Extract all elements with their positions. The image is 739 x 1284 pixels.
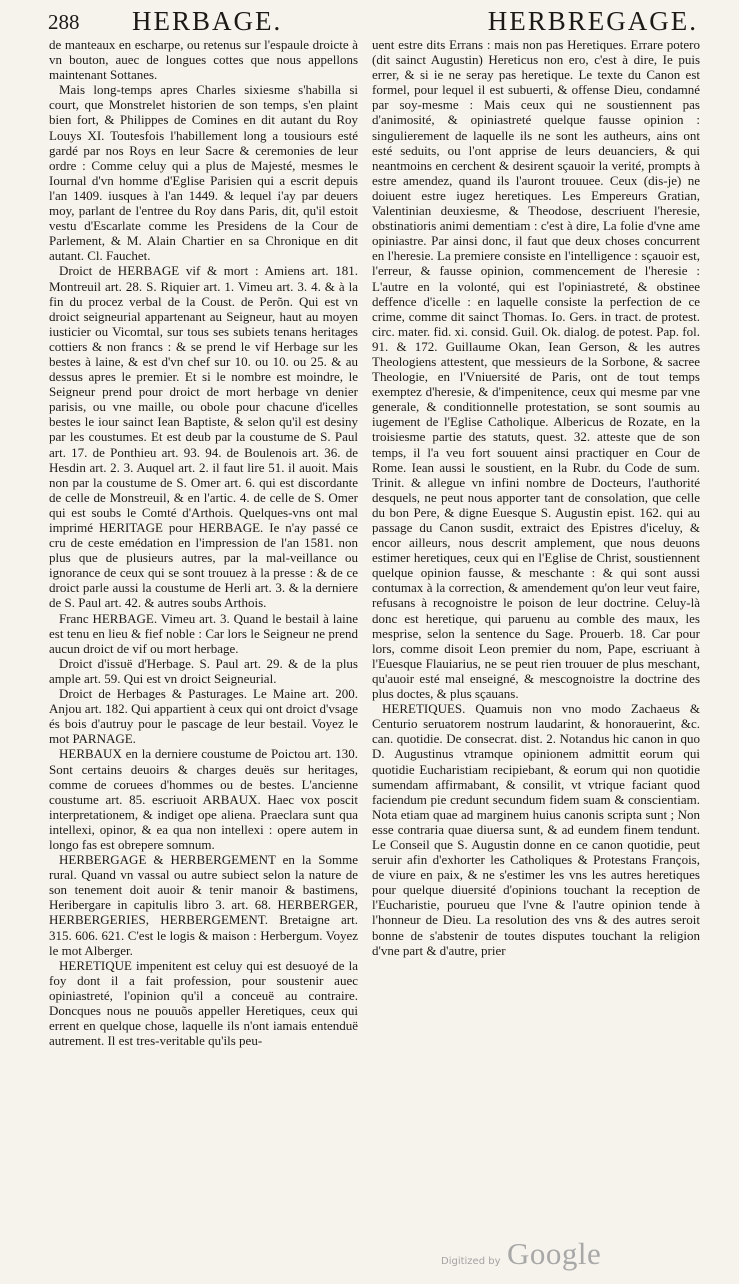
digitized-by-google-watermark [441, 1234, 602, 1274]
paragraph: HERETIQUES. Quamuis non vno modo Zachaeus & Centurio seruatorem nostrum laudarint, & honorauerint, &c. can. quotidie. De consecrat. dist. 2. Notandus hic canon in quo D. Augustinus vtramque opinionem admittit eorum qui quotidie Eucharistiam recipiebant, & eorum qui non quotidie sumendam affirmabant, & consilit, vt vtrique faciant quod faciendum pie credunt secundum fidem suam & conscientiam. Nota etiam quae ad marginem huius canonis scripta sunt ; Non esse contraria quae diuersa sunt, & ad eundem finem tendunt. Le Conseil que S. Augustin donne en ce canon quotidie, peut seruir afin d'exhorter les Catholiques & Protestans François, de viure en paix, & ne s'estimer les vns les autres heretiques pour quelque diuersité d'opinions touchant la reception de l'Eucharistie, pourueu que l'vne & l'autre opinion tende à l'honneur de Dieu. La resolution des vns & des autres seroit bonne de s'abstenir de toutes disputes touchant la religion d'vne part & d'autre, prier [372, 701, 700, 958]
paragraph: HERBERGAGE & HERBERGEMENT en la Somme rural. Quand vn vassal ou autre subiect selon la nature de son tenement doit auoir & tenir manoir & bastimens, Heribergare in capitulis libro 3. art. 68. HERBERGER, HERBERGERIES, HERBERGEMENT. Bretaigne art. 315. 606. 621. C'est le logis & maison : Herbergum. Voyez le mot Alberger. [49, 852, 358, 958]
paragraph: Droict de Herbages & Pasturages. Le Maine art. 200. Anjou art. 182. Qui appartient à ceux qui ont droict d'vsage és bois d'autruy pour le pascage de leur bestail. Voyez le mot PARNAGE. [49, 686, 358, 747]
left-column [49, 37, 358, 1048]
right-column [372, 37, 700, 958]
paragraph: Mais long-temps apres Charles sixiesme s'habilla si court, que Monstrelet historien de son temps, s'en plaint bien fort, & Philippes de Comines en dit autant du Roy Louys XI. Toutesfois l'habillement long a tousiours esté gardé par nos Roys en leur Sacre & ceremonies de leur ordre : Comme celuy qui a plus de Majesté, mesmes le Iournal d'vn homme d'Eglise Parisien qui a escrit depuis l'an 1409. iusques à l'an 1449. & lequel i'ay par deuers moy, parlant de l'entree du Roy dans Paris, dit, qu'il estoit vestu d'Escarlate comme les Presidens de la Cour de Parlement, & M. Alain Chartier en sa Chronique en dit autant. Cl. Fauchet. [49, 82, 358, 264]
digitized-by-label: Digitized by [441, 1256, 501, 1267]
paragraph: Franc HERBAGE. Vimeu art. 3. Quand le bestail à laine est tenu en lieu & fief noble : Car lors le Seigneur ne prend aucun droict de vif ou mort herbage. [49, 610, 358, 656]
page-number: 288 [48, 10, 80, 34]
paragraph: Droict de HERBAGE vif & mort : Amiens art. 181. Montreuil art. 28. S. Riquier art. 1. Vimeu art. 3. 4. & à la fin du procez verbal de la Coust. de Perõn. Qui est vn droict seigneurial appartenant au Seigneur, haut au moyen iusticier ou Vicomtal, sur tous ses subiets tenans heritages cottiers & non francs : & se prend le vif Herbage sur les bestes à laine, & est d'vn chef sur 10. ou 10. ou 25. & au dessus apres le premier. Et si le nombre est moindre, le Seigneur prend pour droict de mort herbage vn denier parisis, ou vne maille, ou obole pour chacune d'icelles bestes le iour sainct Iean Baptiste, & selon qu'il est desiny par les coustumes. Et est deub par la coustume de S. Paul art. 17. de Ponthieu art. 93. 94. de Boulenois art. 36. de Hesdin art. 2. 3. Auquel art. 2. il faut lire 51. il auoit. Mais non par la coustume de S. Omer art. 6. qui est discordante de celle de Monstreuil, & en l'artic. 4. de celle de S. Omer qui est soubs le Comté d'Arthois. Quelques-vns ont mal imprimé HERITAGE pour HERBAGE. Ie n'ay passé ce cru de ceste emédation en l'impression de l'an 1581. non plus que de plusieurs autres, par la mal-veillance ou ignorance de ceux qui se sont trouuez à la presse : & de ce droict parle aussi la coustume de Herli art. 3. & la derniere de S. Paul art. 42. & autres soubs Arthois. [49, 263, 358, 611]
running-head-right: HERBREGAGE. [487, 6, 698, 36]
paragraph: HERBAUX en la derniere coustume de Poictou art. 130. Sont certains deuoirs & charges deuës sur heritages, comme de coruees d'hommes ou de bestes. L'ancienne coustume art. 85. escriuoit ARBAUX. Haec vox poscit interpretationem, & indiget ope aliena. Praeclara sunt qua intellexi, opinor, & ea qua non intellexi : opere autem in longo fas est obrepere somnum. [49, 746, 358, 852]
paragraph: HERETIQUE impenitent est celuy qui est desuoyé de la foy dont il a fait profession, pour soustenir auec opiniastreté, l'opinion qu'il a conceuë au contraire. Doncques nous ne pouuõs appeller Heretiques, ceux qui errent en quelque chose, laquelle ils n'ont iamais entenduë autrement. Il est tres-veritable qu'ils peu- [49, 957, 358, 1049]
running-head-left: HERBAGE. [132, 6, 283, 36]
page-header [48, 6, 704, 40]
paragraph: Droict d'issuë d'Herbage. S. Paul art. 29. & de la plus ample art. 59. Qui est vn droict Seigneurial. [49, 655, 358, 686]
paragraph: uent estre dits Errans : mais non pas Heretiques. Errare potero (dit sainct Augustin) Hereticus non ero, c'est à dire, Ie puis errer, & si ie ne seray pas heretique. Le texte du Canon est formel, pour lequel il est subuerti, & offense Dieu, condamné par soy-mesme : Mais ceux qui ne soustiennent pas d'animosité, & opiniastreté quelque fausse opinion : singulierement de laquelle ils ne sont les autheurs, ains ont esté seduits, ou l'ont apprise de leurs deuanciers, & qui neantmoins en cerchent & desirent sçauoir la verité, prompts à estre amendez, quand ils l'auront trouuee. Ceux (dis-je) ne doiuent estre iugez heretiques. Les Empereurs Gratian, Valentinian deuxiesme, & Theodose, descriuent l'heresie, obstinatioris animi dementiam : c'est à dire, La folie d'vne ame opiniastre. Par ainsi donc, il faut que deux choses concurrent en l'heresie. La premiere consiste en l'intelligence : sçauoir est, l'erreur, & fausse opinion, commencement de l'heresie : L'autre en la volonté, qui est l'opiniastreté, & obstinee deffence d'icelle : en laquelle consiste la perfection de ce crime, comme dit sainct Thomas. Io. Gers. in tract. de protest. circ. mater. fid. xi. consid. Guil. Ok. dialog. de potest. Pap. fol. 91. & 172. Guillaume Okan, Iean Gerson, & les autres Theologiens attestent, que messieurs de la Sorbone, & sacree Theologie, en l'Vniuersité de Paris, ont de tout temps exemptez d'heresie, & d'impenitence, ceux qui mesme par vne generale, & conditionnelle protestation, se sont soumis au iugement de l'Eglise Catholique. Albericus de Rozate, en la troisiesme partie des statuts, quest. 32. atteste que de son temps, il l'a veu fort souuent ainsi practiquer en Cour de Rome. Iean aussi le soustient, en la Rubr. du Code de sum. Trinit. & allegue vn infini nombre de Docteurs, l'authorité desquels, ne peut nous apporter tant de consolation, que celle du bon Pere, & digne Euesque S. Augustin epist. 162. qui au passage du Canon susdit, extraict des Epistres d'iceluy, & encor ailleurs, nous descrit amplement, que nous deuons estimer heretiques, ceux qui en l'Eglise de Christ, soustiennent quelque opinion fausse, & meschante : & qui sont aussi contumax à la correction, & amendement qu'on leur veut faire, refusans à recognoistre le poison de leur doctrine. Celuy-là donc est heretique, qui paruenu au comble des maux, les mesprise, selon la sentence du Sage. Prouerb. 18. Car pour lors, comme disoit Leon premier du nom, Pape, escriuant à l'Euesque Flauiarius, ne se peut rien trouuer de plus meschant, qu'auoir esté mal enseigné, & mescognoistre la doctrine des plus doctes, & plus sçauans. [372, 37, 700, 702]
google-logo: Google [507, 1236, 602, 1271]
paragraph: de manteaux en escharpe, ou retenus sur l'espaule droicte à vn bouton, auec de longues cottes que nous appellons maintenant Sottanes. [49, 37, 358, 83]
